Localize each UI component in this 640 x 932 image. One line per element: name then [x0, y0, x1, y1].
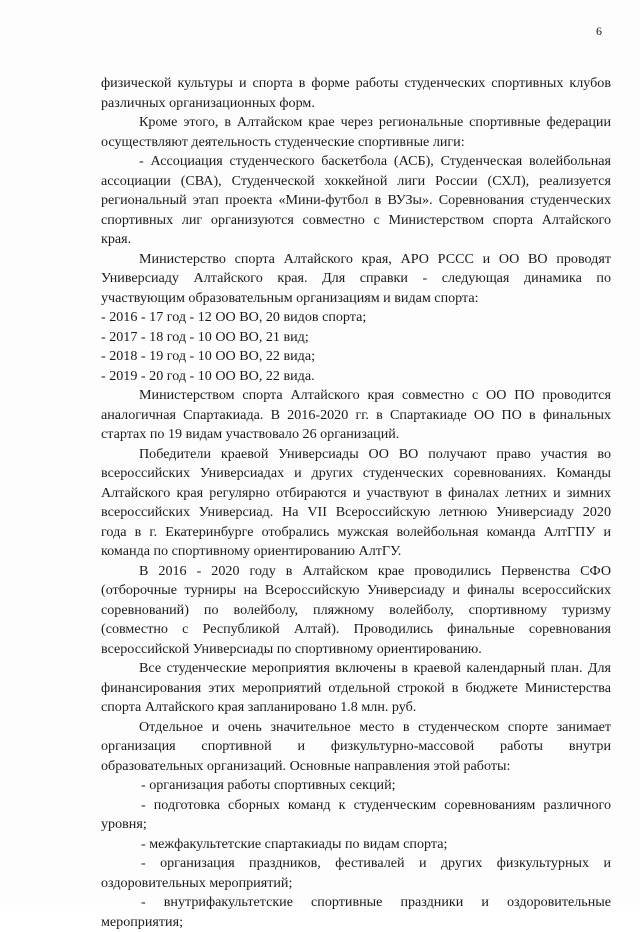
- text-line: ассоциации (СВА), Студенческой хоккейной лиги России (СХЛ), реализуется: [101, 172, 611, 192]
- text-line: осуществляют деятельность студенческие спортивные лиги:: [101, 133, 611, 153]
- text-line: Все студенческие мероприятия включены в краевой календарный план. Для: [101, 659, 611, 679]
- text-line: финансирования этих мероприятий отдельной строкой в бюджете Министерства: [101, 679, 611, 699]
- page-number: 6: [596, 24, 602, 39]
- text-line: физической культуры и спорта в форме работы студенческих спортивных клубов: [101, 74, 611, 94]
- text-line: всероссийских Универсиадах и других студенческих соревнованиях. Команды: [101, 464, 611, 484]
- text-line: Универсиаду Алтайского края. Для справки - следующая динамика по: [101, 269, 611, 289]
- text-line: - Ассоциация студенческого баскетбола (АСБ), Студенческая волейбольная: [101, 152, 611, 172]
- text-line: края.: [101, 230, 611, 250]
- text-line: Алтайского края регулярно отбираются и участвуют в финалах летних и зимних: [101, 484, 611, 504]
- text-line: - межфакультетские спартакиады по видам спорта;: [101, 835, 611, 855]
- text-line: - 2016 - 17 год - 12 ОО ВО, 20 видов спорта;: [101, 308, 611, 328]
- document-body: [101, 74, 611, 932]
- text-line: мероприятия;: [101, 913, 611, 932]
- text-line: Министерство спорта Алтайского края, АРО РССС и ОО ВО проводят: [101, 250, 611, 270]
- text-line: организация спортивной и физкультурно-массовой работы внутри: [101, 737, 611, 757]
- text-line: - 2017 - 18 год - 10 ОО ВО, 21 вид;: [101, 328, 611, 348]
- text-line: оздоровительных мероприятий;: [101, 874, 611, 894]
- text-line: - подготовка сборных команд к студенческим соревнованиям различного: [101, 796, 611, 816]
- text-line: - организация работы спортивных секций;: [101, 776, 611, 796]
- text-line: В 2016 - 2020 году в Алтайском крае проводились Первенства СФО: [101, 562, 611, 582]
- text-line: участвующим образовательным организациям и видам спорта:: [101, 289, 611, 309]
- text-line: года в г. Екатеринбурге отобрались мужская волейбольная команда АлтГПУ и: [101, 523, 611, 543]
- text-line: - 2019 - 20 год - 10 ОО ВО, 22 вида.: [101, 367, 611, 387]
- text-line: Министерством спорта Алтайского края совместно с ОО ПО проводится: [101, 386, 611, 406]
- text-line: (отборочные турниры на Всероссийскую Универсиаду и финалы всероссийских: [101, 581, 611, 601]
- text-line: соревнований) по волейболу, пляжному волейболу, спортивному туризму: [101, 601, 611, 621]
- text-line: различных организационных форм.: [101, 94, 611, 114]
- text-line: Победители краевой Универсиады ОО ВО получают право участия во: [101, 445, 611, 465]
- text-line: (совместно с Республикой Алтай). Проводились финальные соревнования: [101, 620, 611, 640]
- text-line: команда по спортивному ориентированию АлтГУ.: [101, 542, 611, 562]
- text-line: - внутрифакультетские спортивные праздники и оздоровительные: [101, 893, 611, 913]
- text-line: образовательных организаций. Основные направления этой работы:: [101, 757, 611, 777]
- text-line: спорта Алтайского края запланировано 1.8 млн. руб.: [101, 698, 611, 718]
- text-line: - 2018 - 19 год - 10 ОО ВО, 22 вида;: [101, 347, 611, 367]
- text-line: Отдельное и очень значительное место в студенческом спорте занимает: [101, 718, 611, 738]
- text-line: аналогичная Спартакиада. В 2016-2020 гг. в Спартакиаде ОО ПО в финальных: [101, 406, 611, 426]
- text-line: уровня;: [101, 815, 611, 835]
- text-line: всероссийских Универсиад. На VII Всероссийскую летнюю Универсиаду 2020: [101, 503, 611, 523]
- text-line: Кроме этого, в Алтайском крае через региональные спортивные федерации: [101, 113, 611, 133]
- text-line: всероссийской Универсиады по спортивному ориентированию.: [101, 640, 611, 660]
- text-line: региональный этап проекта «Мини-футбол в ВУЗы». Соревнования студенческих: [101, 191, 611, 211]
- text-line: спортивных лиг организуются совместно с Министерством спорта Алтайского: [101, 211, 611, 231]
- text-line: стартах по 19 видам участвовало 26 организаций.: [101, 425, 611, 445]
- text-line: - организация праздников, фестивалей и других физкультурных и: [101, 854, 611, 874]
